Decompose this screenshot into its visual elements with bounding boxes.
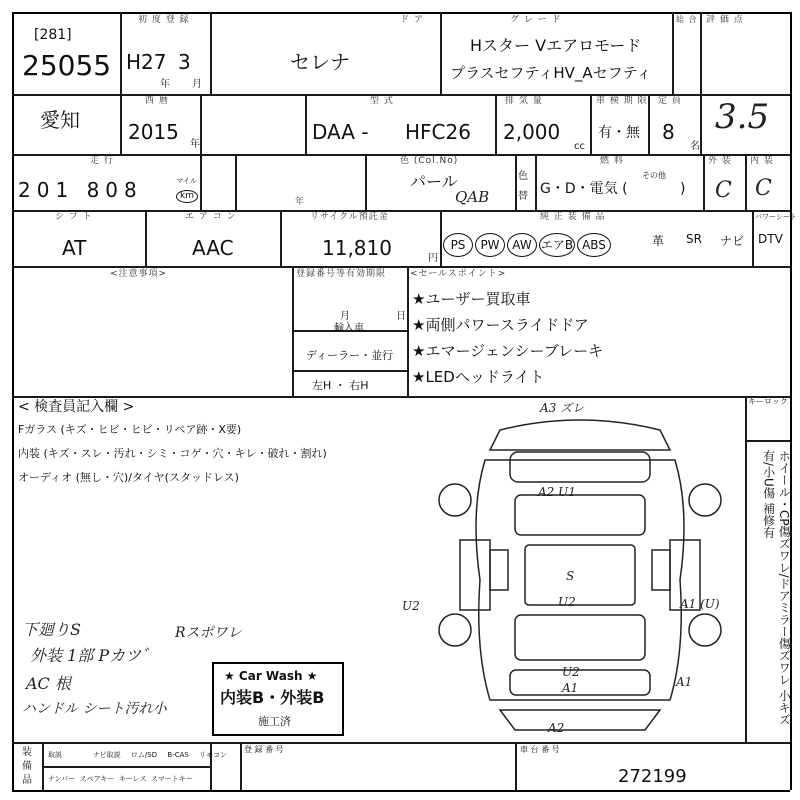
stamp-grades: 内装B・外装B [220, 688, 325, 707]
car-diagram [430, 400, 730, 740]
equip-airbag: エアB [539, 233, 575, 257]
footer-items-row1 [48, 752, 227, 759]
equipment-label: 純 正 装 備 品 [540, 212, 606, 222]
stamp-done: 施工済 [258, 715, 291, 728]
points-label: <セールスポイント> [410, 269, 507, 279]
mileage-digits [18, 180, 143, 200]
caution-label: <注意事項> [110, 269, 168, 279]
inspector-title: < 検査員記入欄 > [18, 399, 135, 415]
notes-divider [12, 396, 790, 398]
hand-note-4: ハンドル シート汚れ小 [22, 701, 167, 717]
reg-number-label: 登 録 番 号 [244, 745, 284, 754]
v [703, 154, 705, 210]
v [440, 210, 442, 266]
v [672, 12, 674, 94]
row3-divider [12, 210, 790, 212]
yen-unit: 円 [428, 253, 438, 264]
v [145, 210, 147, 266]
v [200, 154, 202, 210]
km-unit-circled: km [176, 190, 198, 203]
power-seat-label: パワーシート [755, 213, 797, 221]
v [365, 154, 367, 210]
mark-right: A1 (U) [680, 597, 720, 611]
exterior-grade: C [715, 178, 732, 203]
v [200, 94, 202, 154]
mark-rear-u: U2 [562, 665, 580, 679]
grade-label: グ レ ー ド [510, 15, 562, 25]
equip-dtv: DTV [758, 232, 783, 246]
hand-note-3: AC 根 [26, 674, 71, 693]
h [292, 370, 407, 372]
color-text: パール [410, 172, 458, 191]
inspection-label: 車 検 期 限 [596, 96, 648, 106]
footer-label-2: 備 [22, 761, 32, 772]
item: ロム/SD [130, 751, 158, 759]
exterior-label: 外 装 [708, 156, 732, 166]
digit: 1 [55, 178, 75, 202]
h [42, 766, 210, 768]
v [240, 742, 242, 790]
mark-left: U2 [402, 599, 420, 613]
key-lock-label: キーロック [748, 397, 788, 406]
color-label: 色 (Col.No) [400, 156, 459, 166]
v [590, 94, 592, 154]
sales-point-3: ★エマージェンシーブレーキ [412, 342, 604, 360]
digit: 2 [18, 178, 37, 202]
border-left [12, 12, 14, 790]
item: スマートキー [150, 775, 193, 783]
fuel-options: G・D・電気 ( [540, 181, 628, 197]
overall-label: 総 合 [676, 15, 698, 24]
hand-note-5: Rスポワレ [175, 625, 242, 641]
mark-front: A3 ズレ [540, 401, 585, 415]
v [210, 742, 212, 790]
item: リモコン [199, 751, 228, 759]
v [515, 742, 517, 790]
equip-leather: 革 [652, 234, 665, 248]
v [305, 94, 307, 154]
item: スペアキー [79, 775, 115, 783]
aircon: AAC [192, 236, 234, 260]
equip-navi: ナビ [720, 234, 745, 248]
audio-tire-line: オーディオ (無し・穴)/タイヤ(スタッドレス) [18, 471, 239, 484]
v [280, 210, 282, 266]
mileage-label: 走 行 [90, 156, 114, 166]
recycle-label: リサイクル預託金 [310, 212, 389, 222]
model-year-unit: 年 [190, 139, 200, 150]
footer-label-1: 装 [22, 747, 32, 758]
shift: AT [62, 236, 87, 260]
digit: 8 [124, 178, 143, 202]
shift-label: シ フ ト [55, 212, 93, 222]
era-year: H27 [126, 50, 167, 74]
seats: 8 [662, 120, 675, 144]
equip-pw: PW [475, 233, 505, 257]
mark-rear-a: A1 [562, 681, 579, 695]
region: 愛知 [40, 108, 80, 132]
mark-center: U2 [558, 595, 576, 609]
v [120, 94, 122, 154]
aircon-label: エ ア コ ン [185, 212, 237, 222]
color-swap-2: 替 [518, 191, 528, 202]
v [235, 154, 237, 210]
cc-unit: cc [574, 141, 585, 152]
seireki-label: 西 暦 [145, 96, 169, 106]
footer-divider [12, 742, 790, 744]
border-bottom [12, 790, 790, 792]
item: ナビ取説 [92, 751, 121, 759]
score-handwritten: 3.5 [715, 97, 770, 137]
v [700, 12, 702, 154]
v [495, 94, 497, 154]
chassis-label: 車 台 番 号 [520, 745, 560, 754]
stamp-title: ★ Car Wash ★ [224, 669, 318, 683]
v [407, 266, 409, 396]
interior-grade: C [755, 176, 772, 201]
v [515, 154, 517, 210]
right-vertical-notes: ホイール・CP傷ズワレ/ドアミラー傷ズワレ 小キズ有/小U傷 補修有 [761, 450, 792, 726]
chassis-number: 272199 [618, 766, 687, 787]
type-prefix: DAA - [312, 120, 369, 144]
month-unit: 月 [192, 79, 202, 90]
lot-prefix: [281] [34, 27, 72, 43]
digit: 8 [86, 178, 106, 202]
sales-point-4: ★LEDヘッドライト [412, 368, 545, 386]
mile-unit: マイル [176, 177, 197, 185]
equip-aw: AW [507, 233, 537, 257]
steering-label: 左H ・ 右H [312, 379, 369, 392]
sales-point-1: ★ユーザー買取車 [412, 290, 531, 308]
v [752, 210, 754, 266]
v [210, 12, 212, 94]
lot-number: 25055 [22, 49, 112, 82]
year-unit: 年 [160, 79, 170, 90]
footer-items-row2 [48, 776, 193, 783]
glass-line: Fガラス (キズ・ヒビ・ヒビ・リペア跡・X要) [18, 423, 242, 436]
car-wash-stamp [212, 662, 344, 736]
mark-hood: A2 U1 [538, 485, 576, 499]
fuel-close: ) [680, 181, 686, 197]
equip-ps: PS [443, 233, 473, 257]
inspection-yes-no: 有・無 [598, 125, 640, 141]
v [535, 154, 537, 210]
hand-note-2: 外装 1部 Pカツ゛ [30, 646, 158, 665]
item: 取説 [48, 751, 62, 759]
equip-abs: ABS [577, 233, 611, 257]
mark-roof: S [566, 569, 575, 583]
mark-bumper: A2 [548, 721, 565, 735]
color-code-hand: QAB [455, 188, 490, 206]
displacement-label: 排 気 量 [505, 96, 543, 106]
fuel-other: その他 [642, 171, 666, 180]
digit: 0 [105, 178, 125, 202]
h [745, 440, 790, 442]
item: B-CAS [167, 751, 189, 759]
color-swap-1: 色 [518, 171, 528, 182]
katashiki-label: 型 式 [370, 96, 394, 106]
model-code: HFC26 [405, 120, 471, 144]
capacity-label: 定 員 [658, 96, 682, 106]
import-label: 輸入車 [334, 323, 364, 334]
digit: 0 [36, 178, 56, 202]
model-name: セレナ [290, 50, 350, 74]
seats-unit: 名 [690, 141, 700, 152]
v [648, 94, 650, 154]
fuel-label: 燃 料 [600, 156, 624, 166]
sales-point-2: ★両側パワースライドドア [412, 316, 589, 334]
expiry-day: 日 [396, 311, 406, 322]
item: キーレス [118, 775, 147, 783]
eval-label: 評 価 点 [706, 15, 744, 25]
item: ナンバー [48, 775, 76, 783]
footer-label-3: 品 [22, 775, 32, 786]
v [745, 154, 747, 210]
first-reg-label: 初 度 登 録 [138, 15, 190, 25]
hand-note-1: 下廻りS [22, 620, 81, 639]
displacement: 2,000 [503, 120, 561, 144]
row4-divider [12, 266, 790, 268]
expiry-month: 月 [340, 311, 350, 322]
v [440, 12, 442, 94]
grade-line1: Hスター Vエアロモード [470, 36, 642, 55]
dealer-label: ディーラー・並行 [306, 349, 394, 362]
model-year: 2015 [128, 120, 179, 144]
doors-label: ド ア [400, 15, 424, 25]
v [120, 12, 122, 94]
expiry-label: 登録番号等有効期限 [296, 269, 387, 279]
recycle-fee: 11,810 [322, 236, 392, 260]
equipment-circled [443, 233, 613, 257]
grade-line2: プラスセフティHV_Aセフティ [450, 64, 652, 82]
equip-sr: SR [686, 232, 702, 246]
interior-line: 内装 (キズ・スレ・汚れ・シミ・コゲ・穴・キレ・破れ・割れ) [18, 447, 327, 460]
interior-label: 内 装 [750, 156, 774, 166]
v [745, 396, 747, 742]
reg-month: 3 [178, 50, 191, 74]
mark-rear-right: A1 [676, 675, 693, 689]
year-pin-label: 年 [295, 197, 306, 207]
